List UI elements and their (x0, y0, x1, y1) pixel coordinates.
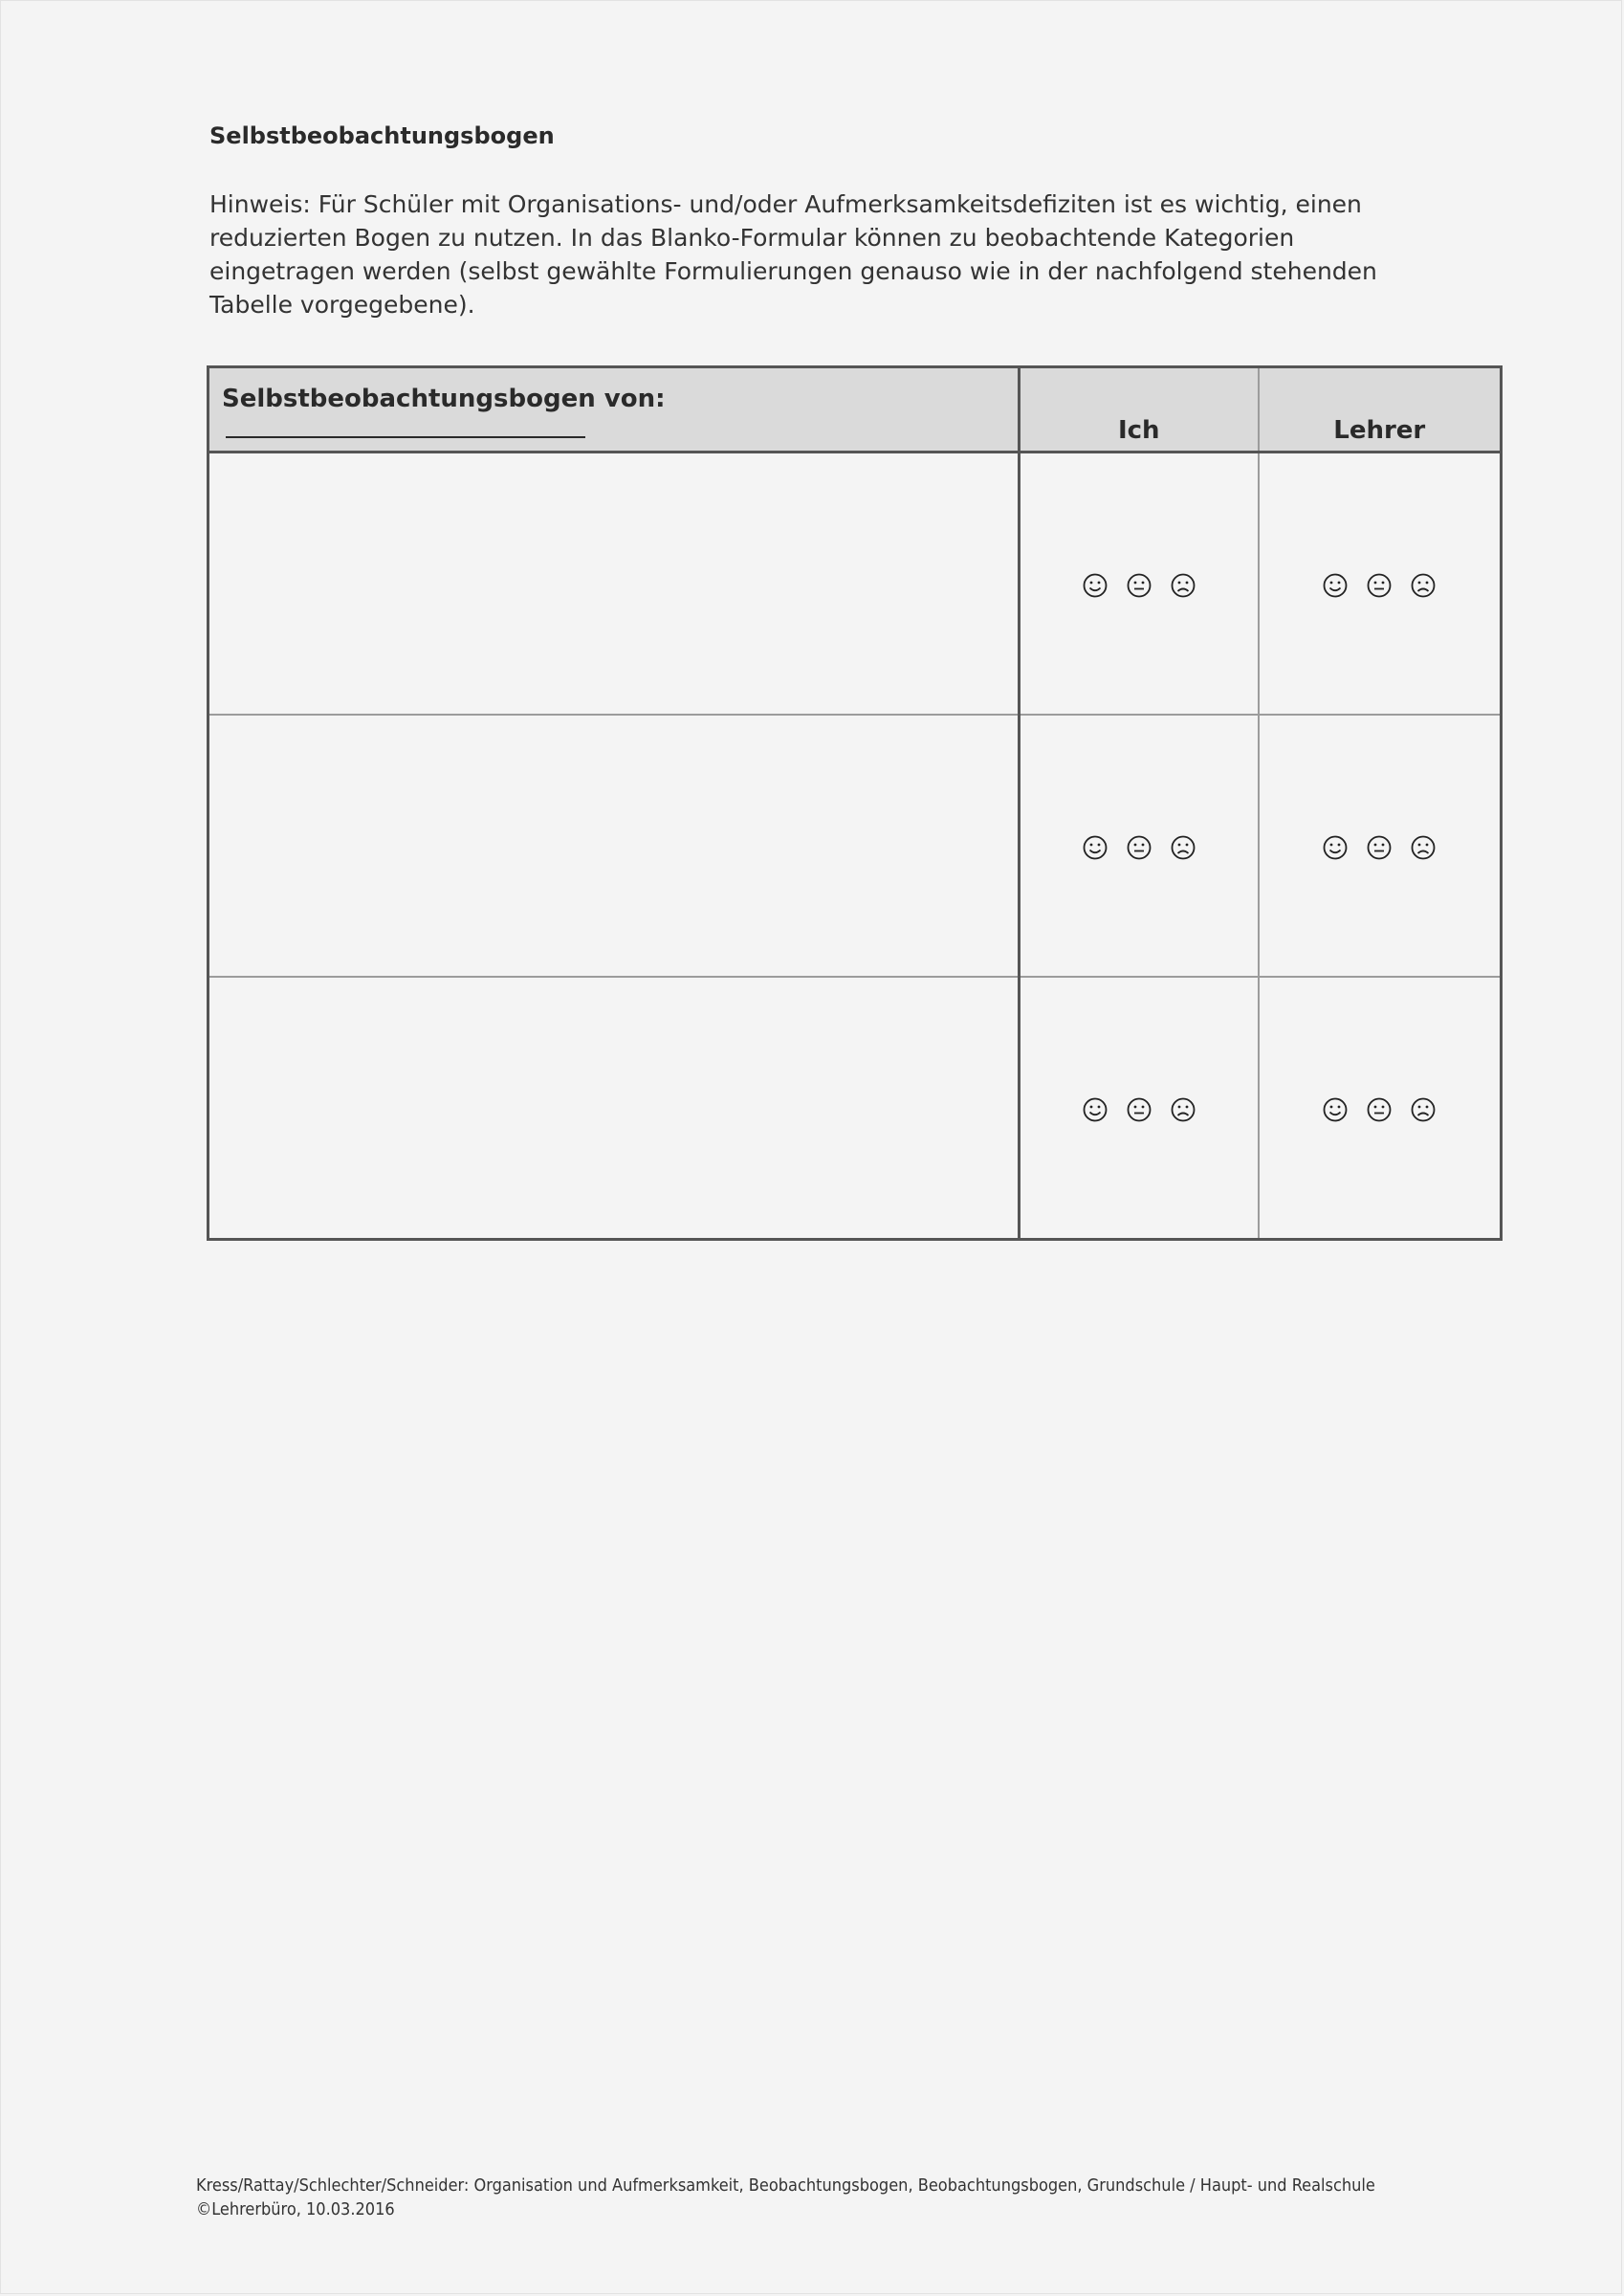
header-teacher: Lehrer (1259, 367, 1502, 453)
teacher-rating-faces (1260, 1093, 1501, 1123)
smiling-face-icon[interactable] (1322, 834, 1349, 861)
smiling-face-icon[interactable] (1082, 1096, 1108, 1123)
header-self: Ich (1020, 367, 1259, 453)
observation-table (207, 365, 1503, 1241)
document-title: Selbstbeobachtungsbogen (209, 122, 555, 149)
hint-line: reduzierten Bogen zu nutzen. In das Blanko-Formular können zu beobachtende Kategorien (209, 224, 1295, 252)
name-entry-line[interactable] (226, 413, 585, 438)
table-row (208, 977, 1502, 1240)
neutral-face-icon[interactable] (1126, 1096, 1152, 1123)
teacher-rating-cell (1259, 977, 1502, 1240)
category-entry-cell[interactable] (208, 453, 1020, 716)
frowning-face-icon[interactable] (1410, 1096, 1437, 1123)
footer-copyright: ©Lehrerbüro, 10.03.2016 (196, 2199, 395, 2219)
footer-citation: Kress/Rattay/Schlechter/Schneider: Organisation und Aufmerksamkeit, Beobachtungsbogen, Beobachtungsbogen, Grundschule / Haupt- und Realschule (196, 2175, 1375, 2196)
table-row (208, 453, 1502, 716)
category-entry-cell[interactable] (208, 715, 1020, 977)
header-observer-label: Selbstbeobachtungsbogen von: (222, 385, 666, 413)
neutral-face-icon[interactable] (1366, 572, 1393, 599)
neutral-face-icon[interactable] (1366, 1096, 1393, 1123)
self-rating-cell (1020, 715, 1259, 977)
smiling-face-icon[interactable] (1082, 834, 1108, 861)
smiling-face-icon[interactable] (1082, 572, 1108, 599)
smiling-face-icon[interactable] (1322, 572, 1349, 599)
category-entry-cell[interactable] (208, 977, 1020, 1240)
teacher-rating-cell (1259, 453, 1502, 716)
self-rating-faces (1020, 1093, 1258, 1123)
self-rating-cell (1020, 453, 1259, 716)
hint-paragraph (209, 188, 1395, 321)
frowning-face-icon[interactable] (1170, 572, 1196, 599)
teacher-rating-faces (1260, 568, 1501, 599)
teacher-rating-cell (1259, 715, 1502, 977)
footer (196, 2174, 1375, 2221)
neutral-face-icon[interactable] (1126, 834, 1152, 861)
frowning-face-icon[interactable] (1170, 834, 1196, 861)
neutral-face-icon[interactable] (1126, 572, 1152, 599)
self-rating-cell (1020, 977, 1259, 1240)
frowning-face-icon[interactable] (1410, 834, 1437, 861)
table-row (208, 715, 1502, 977)
hint-line: eingetragen werden (selbst gewählte Formulierungen genauso wie in der nachfolgend stehenden (209, 257, 1377, 285)
neutral-face-icon[interactable] (1366, 834, 1393, 861)
table-header-row (208, 367, 1502, 453)
self-rating-faces (1020, 830, 1258, 861)
frowning-face-icon[interactable] (1170, 1096, 1196, 1123)
frowning-face-icon[interactable] (1410, 572, 1437, 599)
teacher-rating-faces (1260, 830, 1501, 861)
self-rating-faces (1020, 568, 1258, 599)
header-observer-name (208, 367, 1020, 453)
hint-line: Hinweis: Für Schüler mit Organisations- und/oder Aufmerksamkeitsdefiziten ist es wichtig, einen (209, 190, 1362, 218)
hint-line: Tabelle vorgegebene). (209, 291, 475, 319)
smiling-face-icon[interactable] (1322, 1096, 1349, 1123)
